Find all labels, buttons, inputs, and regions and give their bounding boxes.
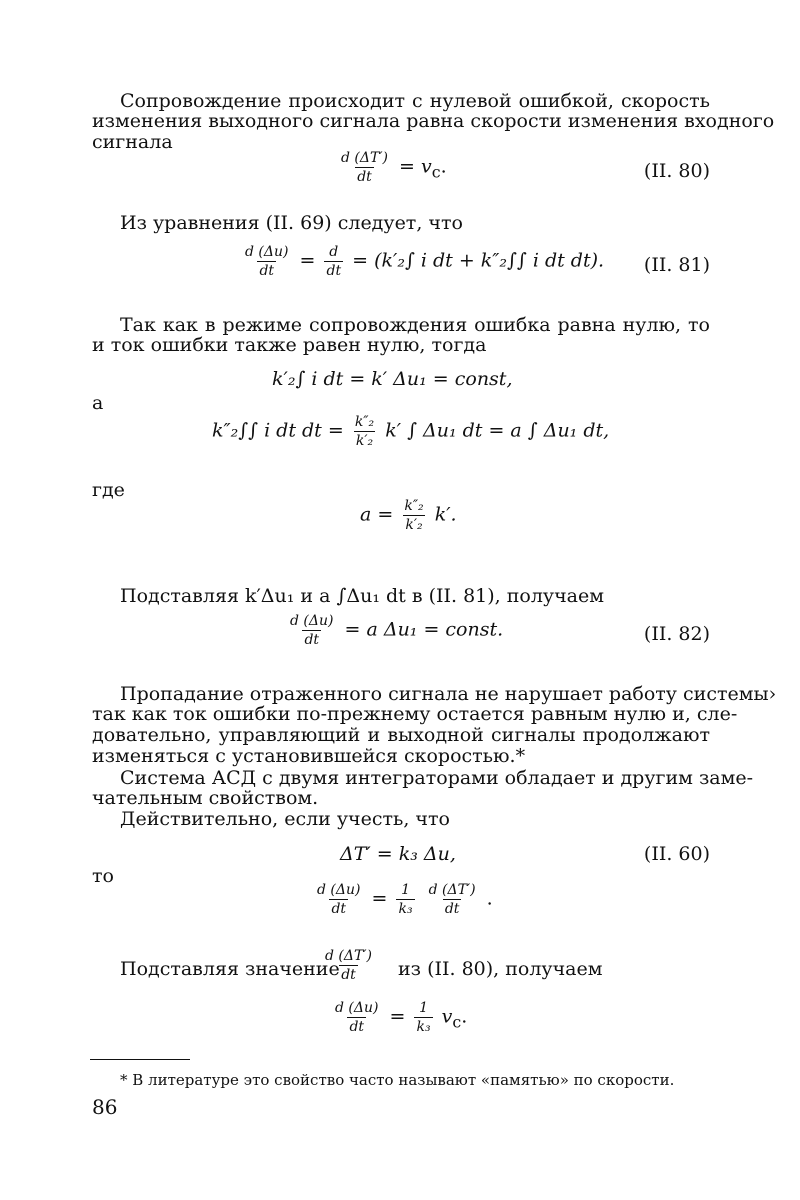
page-number: 86 <box>92 1095 118 1119</box>
numerator: k″₂ <box>404 498 424 514</box>
eq-label-60: (II. 60) <box>643 843 710 865</box>
expression: k′₂∫ i dt = k′ Δu₁ = const, <box>272 368 513 390</box>
denominator: dt <box>341 967 356 983</box>
denominator: dt <box>357 169 372 185</box>
equation-60 <box>340 843 456 865</box>
numerator: d (Δu) <box>290 613 334 629</box>
denominator: dt <box>304 632 320 648</box>
para5-line4: изменяться с установившейся скоростью.* <box>92 745 526 767</box>
para5-line1: Пропадание отраженного сигнала не нарушает работу системы› <box>120 683 777 705</box>
para6-line1: Система АСД с двумя интеграторами обладает и другим заме- <box>120 767 754 789</box>
denominator: k′₂ <box>355 433 374 449</box>
fraction <box>333 1000 380 1035</box>
fraction <box>243 244 290 279</box>
numerator: d <box>329 244 339 260</box>
rhs: k′. <box>434 503 457 526</box>
para1-line3: сигнала <box>92 131 173 153</box>
para5-line2: так как ток ошибки по-прежнему остается равным нулю и, сле- <box>92 703 738 725</box>
word-a: а <box>92 392 104 414</box>
para8-right: из (II. 80), получаем <box>398 958 603 980</box>
para8-fraction <box>320 948 377 983</box>
numerator: d (ΔT′) <box>325 948 372 964</box>
fraction <box>324 244 343 279</box>
numerator: 1 <box>401 882 410 898</box>
expression: ΔT′ = k₃ Δu, <box>340 843 456 865</box>
numerator: d (Δu) <box>335 1000 379 1016</box>
footnote-rule <box>90 1059 190 1060</box>
eq-label-82: (II. 82) <box>643 623 710 645</box>
punct: . <box>486 887 493 910</box>
fraction <box>315 882 362 917</box>
equation-definition <box>360 498 457 533</box>
para3-line1: Так как в режиме сопровождения ошибка равна нулю, то <box>120 314 710 336</box>
para3-line2: и ток ошибки также равен нулю, тогда <box>92 334 487 356</box>
equation-derivative: $\frac{d (\Delta u)}{dt}$ = $\frac{1}{\text{k₃}}$ $\frac{d (\Delta T')}{dt}$ . <box>317 882 493 917</box>
equation-final: $\frac{d (\Delta u)}{dt}$ = $\frac{1}{\text{k₃}}$ $v_c$. <box>335 1000 468 1035</box>
numerator: d (ΔT′) <box>428 882 476 898</box>
denominator: dt <box>326 263 342 279</box>
denominator: dt <box>349 1019 365 1035</box>
fraction <box>353 414 376 449</box>
fraction <box>323 948 374 983</box>
numerator: d (Δu) <box>317 882 361 898</box>
punct: . <box>440 155 447 178</box>
equation-a <box>212 414 609 449</box>
equation-const <box>272 368 512 390</box>
punct: . <box>461 1005 468 1028</box>
footnote: * В литературе это свойство часто называют «памятью» по скорости. <box>120 1071 675 1089</box>
fraction <box>396 882 414 917</box>
eq-label-81: (II. 81) <box>643 254 710 276</box>
equation-80 <box>336 150 447 185</box>
numerator: k″₂ <box>354 414 375 430</box>
subscript: c <box>452 1012 462 1032</box>
para6-line2: чательным свойством. <box>92 787 319 809</box>
lhs: k″₂∫∫ i dt dt = <box>212 419 344 442</box>
denominator: dt <box>331 901 347 917</box>
para2: Из уравнения (II. 69) следует, что <box>120 212 463 234</box>
denominator: k₃ <box>416 1019 431 1035</box>
para5-line3: довательно, управляющий и выходной сигналы продолжают <box>92 724 710 746</box>
numerator: 1 <box>419 1000 428 1016</box>
fraction <box>414 1000 432 1035</box>
para4: Подставляя k′Δu₁ и a ∫Δu₁ dt в (II. 81), получаем <box>120 585 604 607</box>
eq-label-80: (II. 80) <box>643 160 710 182</box>
lhs: a = <box>360 503 394 526</box>
rhs: v <box>441 1005 453 1028</box>
denominator: k′₂ <box>405 517 423 533</box>
expression: = (k′₂∫ i dt + k″₂∫∫ i dt dt). <box>352 249 605 272</box>
rhs: = v <box>399 155 432 178</box>
denominator: dt <box>259 263 275 279</box>
denominator: dt <box>444 901 460 917</box>
rhs: = a Δu₁ = const. <box>344 618 504 641</box>
equation-82 <box>285 613 503 648</box>
subscript: c <box>431 162 441 182</box>
para1-line2: изменения выходного сигнала равна скорости изменения входного <box>92 110 775 132</box>
para7: Действительно, если учесть, что <box>120 808 450 830</box>
numerator: d (ΔT′) <box>341 150 388 166</box>
fraction <box>288 613 335 648</box>
numerator: d (Δu) <box>245 244 289 260</box>
denominator: k₃ <box>398 901 413 917</box>
word-to: то <box>92 865 114 887</box>
fraction <box>402 498 425 533</box>
para1-line1: Сопровождение происходит с нулевой ошибкой, скорость <box>120 90 710 112</box>
rhs: k′ ∫ Δu₁ dt = a ∫ Δu₁ dt, <box>385 419 610 442</box>
equation-81: $\frac{d (\Delta u)}{dt}$ = $\frac{d}{dt}$ = (k′₂∫ i dt + k″₂∫∫ i dt dt). <box>245 244 605 279</box>
para8-left: Подставляя значение <box>120 958 340 980</box>
fraction <box>339 150 390 185</box>
fraction <box>427 882 478 917</box>
word-gde: где <box>92 479 125 501</box>
